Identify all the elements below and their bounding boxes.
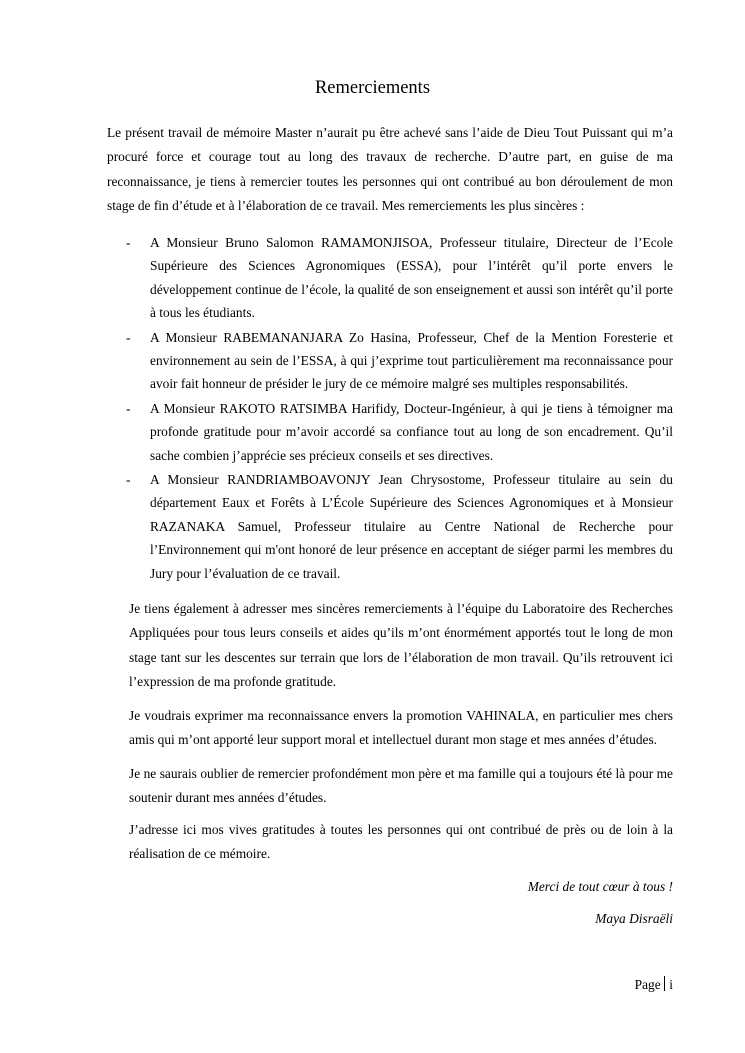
paragraph-promotion: Je voudrais exprimer ma reconnaissance envers la promotion VAHINALA, en particulier mes chers amis qui m’ont apporté leur support moral et intellectuel durant mon stage et mes années d’études.: [129, 708, 673, 748]
list-item: [126, 397, 673, 467]
signature: Maya Disraëli: [595, 911, 673, 926]
page-number: i: [669, 977, 673, 992]
paragraph-laboratory: Je tiens également à adresser mes sincères remerciements à l’équipe du Laboratoire des Recherches Appliquées pour tous leurs conseils et aides qu’ils m’ont énormément apportés tout le long de mon stage tant sur les descentes sur terrain que lors de l’élaboration de mon travail. Qu’ils retrouvent ici l’expression de ma profonde gratitude.: [129, 601, 673, 689]
footer-divider: [664, 976, 666, 991]
list-marker: -: [126, 235, 131, 250]
intro-paragraph: Le présent travail de mémoire Master n’aurait pu être achevé sans l’aide de Dieu Tout Puissant qui m’a procuré force et courage tout au long des travaux de recherche. D’autre part, en guise de ma reconnaissance, je tiens à remercier toutes les personnes qui ont contribué au bon déroulement de mon stage de fin d’étude et à l’élaboration de ce travail. Mes remerciements les plus sincères :: [107, 125, 673, 213]
list-item-text: A Monsieur Bruno Salomon RAMAMONJISOA, Professeur titulaire, Directeur de l’Ecole Supérieure des Sciences Agronomiques (ESSA), pour l’intérêt qu’il porte envers le développement continue de l’école, la qualité de son enseignement et aussi son intérêt qu’il porte à tous les étudiants.: [150, 235, 673, 321]
list-item-text: A Monsieur RANDRIAMBOAVONJY Jean Chrysostome, Professeur titulaire au sein du département Eaux et Forêts à L’École Supérieure des Sciences Agronomiques et à Monsieur RAZANAKA Samuel, Professeur titulaire au Centre National de Recherche pour l’Environnement qui m'ont honoré de leur présence en acceptant de siéger parmi les membres du Jury pour l’évaluation de ce travail.: [150, 472, 673, 581]
list-item: [126, 468, 673, 585]
list-item: [126, 231, 673, 325]
list-marker: -: [126, 329, 131, 345]
page-title: Remerciements: [314, 78, 431, 98]
list-item-text: A Monsieur RAKOTO RATSIMBA Harifidy, Docteur-Ingénieur, à qui je tiens à témoigner ma profonde gratitude pour m’avoir accordé sa confiance tout au long de son encadrement. Qu’il sache combien j’apprécie ses précieux conseils et ses directives.: [150, 400, 673, 463]
list-item: [126, 326, 673, 396]
paragraph-family: Je ne saurais oublier de remercier profondément mon père et ma famille qui a toujours été là pour me soutenir durant mes années d’études.: [129, 766, 673, 806]
paragraph-gratitude: J’adresse ici mos vives gratitudes à toutes les personnes qui ont contribué de près ou de loin à la réalisation de ce mémoire.: [129, 822, 673, 862]
list-item-text: A Monsieur RABEMANANJARA Zo Hasina, Professeur, Chef de la Mention Foresterie et environnement au sein de l’ESSA, à qui j’exprime tout particulièrement ma reconnaissance pour avoir fait honneur de présider le jury de ce mémoire malgré ses multiples responsabilités.: [150, 329, 673, 392]
acknowledgement-list: [126, 231, 673, 586]
list-marker: -: [126, 400, 131, 416]
page-footer: [635, 975, 673, 995]
list-marker: -: [126, 472, 131, 488]
page-label: Page: [634, 977, 661, 992]
closing-line: Merci de tout cœur à tous !: [527, 879, 673, 894]
